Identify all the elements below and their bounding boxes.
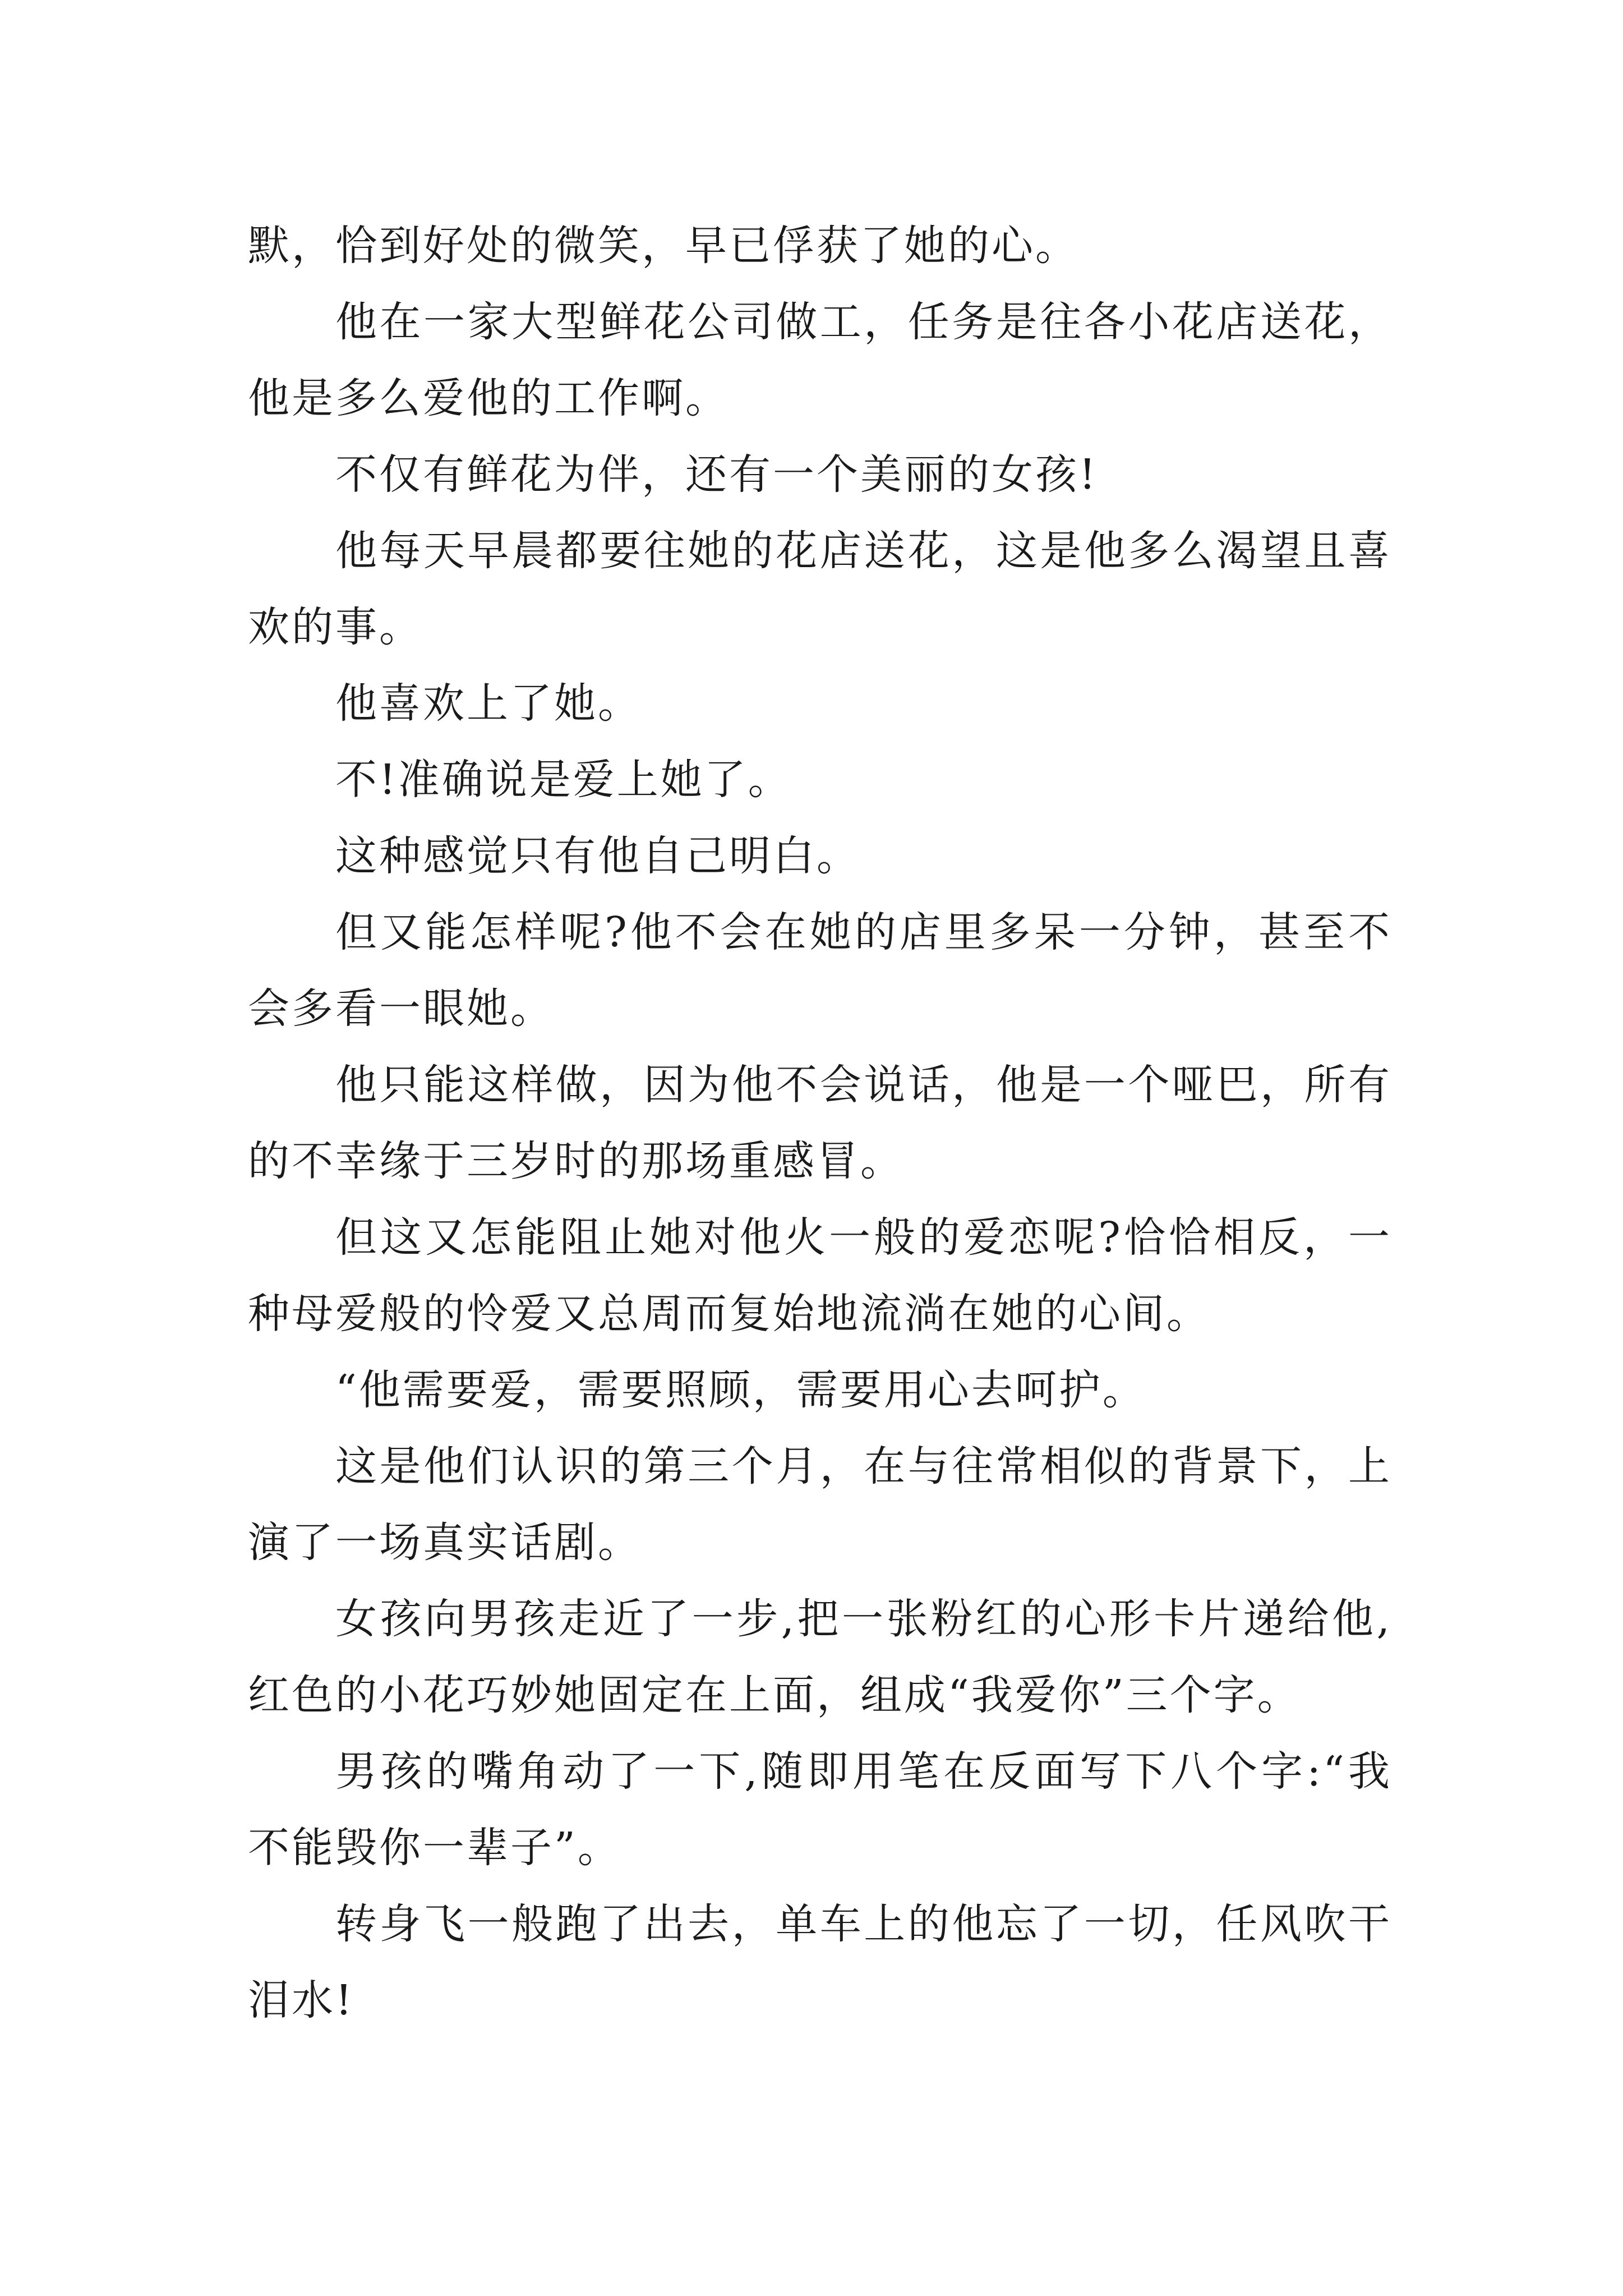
paragraph: 他喜欢上了她。 bbox=[335, 679, 642, 728]
paragraph: “他需要爱，需要照顾，需要用心去呵护。 bbox=[335, 1366, 1146, 1414]
paragraph: 不!准确说是爱上她了。 bbox=[335, 756, 792, 804]
paragraph: 这种感觉只有他自己明白。 bbox=[335, 832, 860, 880]
paragraph: 但又能怎样呢?他不会在她的店里多呆一分钟，甚至不会多看一眼她。 bbox=[248, 908, 1392, 1033]
document-body bbox=[248, 208, 1392, 2039]
paragraph: 默，恰到好处的微笑，早已俘获了她的心。 bbox=[248, 222, 1079, 270]
paragraph: 这是他们认识的第三个月，在与往常相似的背景下，上演了一场真实话剧。 bbox=[248, 1442, 1392, 1567]
paragraph: 女孩向男孩走近了一步,把一张粉红的心形卡片递给他,红色的小花巧妙她固定在上面，组成“我爱你”三个字。 bbox=[248, 1595, 1392, 1719]
paragraph: 他在一家大型鲜花公司做工，任务是往各小花店送花，他是多么爱他的工作啊。 bbox=[248, 298, 1392, 422]
paragraph: 他每天早晨都要往她的花店送花，这是他多么渴望且喜欢的事。 bbox=[248, 527, 1392, 651]
paragraph: 但这又怎能阻止她对他火一般的爱恋呢?恰恰相反，一种母爱般的怜爱又总周而复始地流淌在她的心间。 bbox=[248, 1213, 1392, 1338]
paragraph: 他只能这样做，因为他不会说话，他是一个哑巴，所有的不幸缘于三岁时的那场重感冒。 bbox=[248, 1061, 1392, 1185]
paragraph: 男孩的嘴角动了一下,随即用笔在反面写下八个字:“我不能毁你一辈子”。 bbox=[248, 1747, 1392, 1872]
paragraph: 转身飞一般跑了出去，单车上的他忘了一切，任风吹干泪水! bbox=[248, 1900, 1392, 2024]
paragraph: 不仅有鲜花为伴，还有一个美丽的女孩! bbox=[335, 450, 1098, 499]
